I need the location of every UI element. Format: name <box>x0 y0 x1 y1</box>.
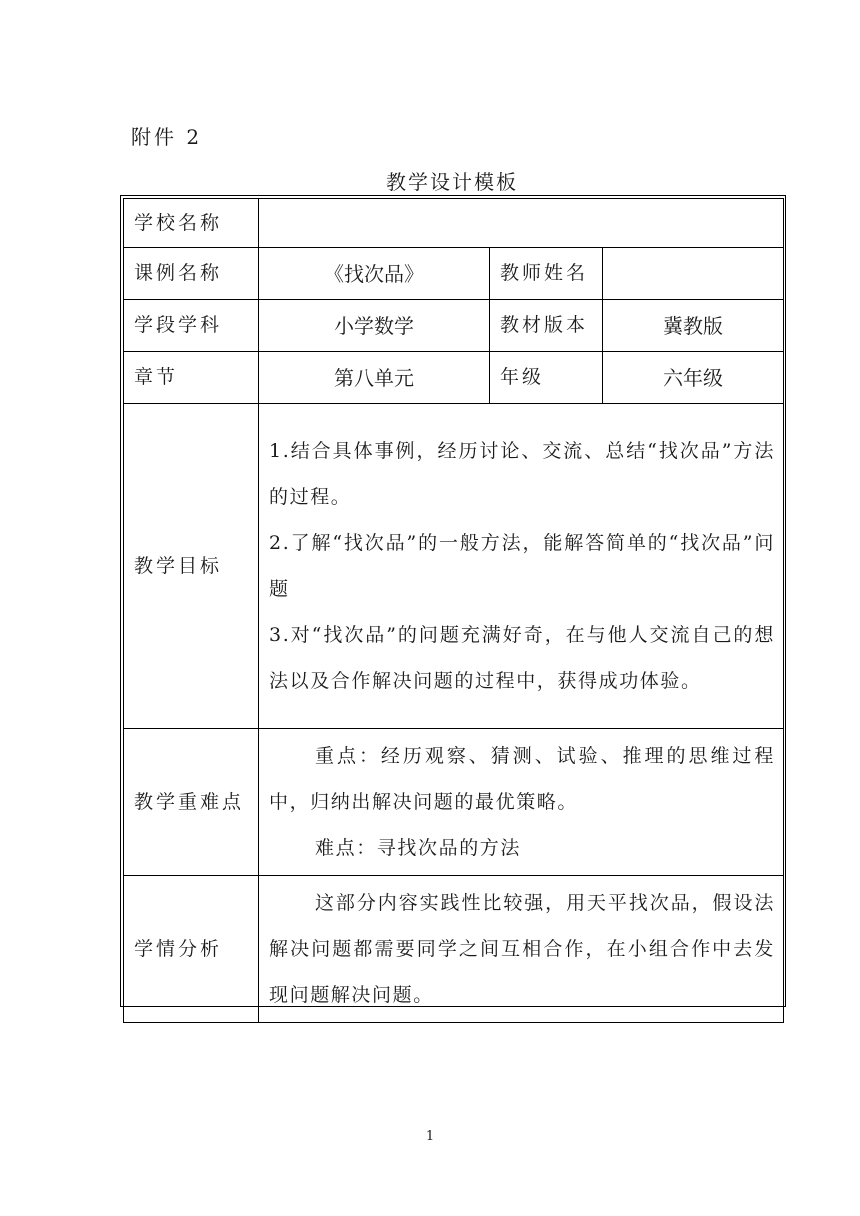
chapter-label: 章节 <box>124 352 259 404</box>
row-goals <box>124 404 784 729</box>
analysis-paragraph: 这部分内容实践性比较强，用天平找次品，假设法解决问题都需要同学之间互相合作，在小组合作中去发现问题解决问题。 <box>269 892 775 1006</box>
school-name-label: 学校名称 <box>124 199 259 248</box>
row-analysis <box>124 876 784 1023</box>
goal-item: 3.对“找次品”的问题充满好奇，在与他人交流自己的想法以及合作解决问题的过程中，获得成功体验。 <box>269 624 775 692</box>
goal-item: 1.结合具体事例，经历讨论、交流、总结“找次品”方法的过程。 <box>269 440 775 508</box>
row-school <box>124 199 784 248</box>
chapter-value: 第八单元 <box>259 352 490 404</box>
student-analysis-content <box>259 876 784 1023</box>
teacher-name-label: 教师姓名 <box>490 248 603 300</box>
row-stage <box>124 300 784 352</box>
lesson-name-label: 课例名称 <box>124 248 259 300</box>
grade-value: 六年级 <box>603 352 784 404</box>
stage-subject-value: 小学数学 <box>259 300 490 352</box>
key-point: 重点：经历观察、猜测、试验、推理的思维过程中，归纳出解决问题的最优策略。 <box>269 745 775 813</box>
key-difficult-points-label: 教学重难点 <box>124 729 259 876</box>
attachment-label: 附件 2 <box>131 125 203 149</box>
student-analysis-label: 学情分析 <box>124 876 259 1023</box>
difficult-point: 难点：寻找次品的方法 <box>315 837 522 859</box>
teacher-name-value <box>603 248 784 300</box>
document-title: 教学设计模板 <box>386 170 518 194</box>
page-number: 1 <box>425 1129 435 1144</box>
textbook-version-value: 冀教版 <box>603 300 784 352</box>
teaching-goals-content <box>259 404 784 729</box>
teaching-goals-label: 教学目标 <box>124 404 259 729</box>
row-chapter <box>124 352 784 404</box>
grade-label: 年级 <box>490 352 603 404</box>
lesson-name-value: 《找次品》 <box>259 248 490 300</box>
key-difficult-points-content <box>259 729 784 876</box>
goal-item: 2.了解“找次品”的一般方法，能解答简单的“找次品”问题 <box>269 532 775 600</box>
school-name-value <box>259 199 784 248</box>
row-keypoints <box>124 729 784 876</box>
lesson-design-table <box>120 195 786 1007</box>
textbook-version-label: 教材版本 <box>490 300 603 352</box>
stage-subject-label: 学段学科 <box>124 300 259 352</box>
row-lesson <box>124 248 784 300</box>
